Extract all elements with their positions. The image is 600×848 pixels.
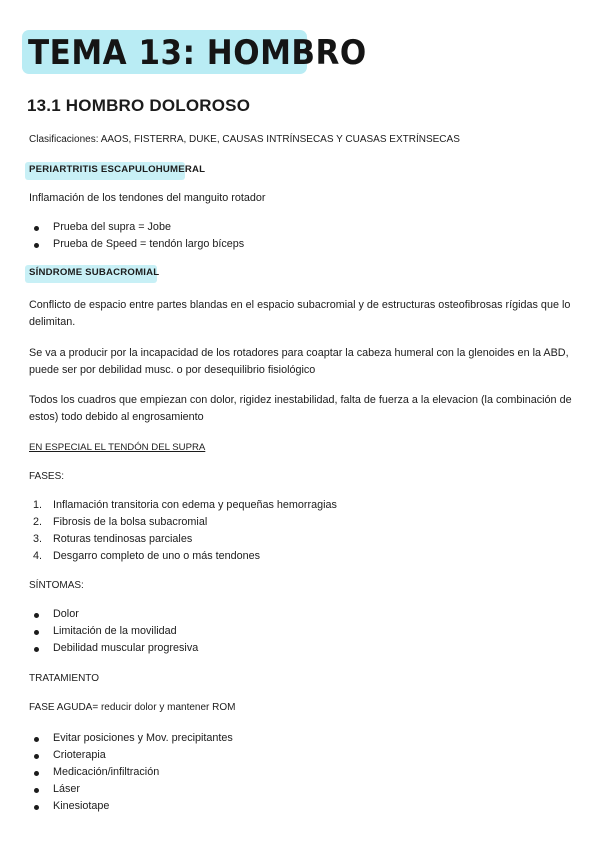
fases-label: FASES: — [29, 471, 65, 482]
title-highlight — [22, 30, 367, 74]
list-item: Dolor — [29, 606, 198, 623]
list-item: Evitar posiciones y Mov. precipitantes — [29, 730, 233, 747]
list-item: 2. Fibrosis de la bolsa subacromial — [33, 516, 208, 528]
classifications-text: Clasificaciones: AAOS, FISTERRA, DUKE, CAUSAS INTRÍNSECAS Y CUASAS EXTRÍNSECAS — [29, 134, 460, 145]
fase-aguda-text: FASE AGUDA= reducir dolor y mantener ROM — [29, 702, 236, 713]
periartritis-text: Inflamación de los tendones del manguito rotador — [29, 192, 266, 204]
list-item: Prueba de Speed = tendón largo bíceps — [29, 236, 244, 253]
fases-list — [29, 497, 337, 565]
list-item: 4. Desgarro completo de uno o más tendones — [33, 550, 261, 562]
list-item: 3. Roturas tendinosas parciales — [33, 533, 193, 545]
list-item: Prueba del supra = Jobe — [29, 219, 244, 236]
periartritis-heading — [25, 162, 206, 180]
sindrome-paragraph-3: Todos los cuadros que empiezan con dolor, rigidez inestabilidad, falta de fuerza a la elevacion (la combinación de estos) todo debido al engrosamiento — [29, 394, 572, 423]
sindrome-heading — [25, 265, 160, 283]
list-item: Medicación/infiltración — [29, 764, 233, 781]
tratamiento-label: TRATAMIENTO — [29, 673, 99, 684]
page-title: TEMA 13: HOMBRO — [28, 34, 367, 73]
sindrome-paragraph-2: Se va a producir por la incapacidad de los rotadores para coaptar la cabeza humeral con la glenoides en la ABD, puede ser por debilidad musc. o por desequilibrio fisiológico — [29, 347, 569, 376]
list-item: 1. Inflamación transitoria con edema y pequeñas hemorragias — [33, 499, 337, 511]
list-item: Kinesiotape — [29, 798, 233, 815]
periartritis-heading-text: PERIARTRITIS ESCAPULOHUMERAL — [29, 164, 206, 175]
especial-note: EN ESPECIAL EL TENDÓN DEL SUPRA — [29, 442, 206, 453]
sintomas-list — [29, 606, 198, 657]
sindrome-heading-text: SÍNDROME SUBACROMIAL — [29, 267, 160, 278]
sindrome-paragraph-1: Conflicto de espacio entre partes blandas en el espacio subacromial y de estructuras osteofibrosas rígidas que lo delimitan. — [29, 299, 571, 328]
tratamiento-list — [29, 730, 233, 815]
periartritis-list — [29, 219, 244, 253]
list-item: Limitación de la movilidad — [29, 623, 198, 640]
sintomas-label: SÍNTOMAS: — [29, 580, 84, 591]
list-item: Láser — [29, 781, 233, 798]
list-item: Crioterapia — [29, 747, 233, 764]
list-item: Debilidad muscular progresiva — [29, 640, 198, 657]
section-heading: 13.1 HOMBRO DOLOROSO — [27, 96, 251, 115]
